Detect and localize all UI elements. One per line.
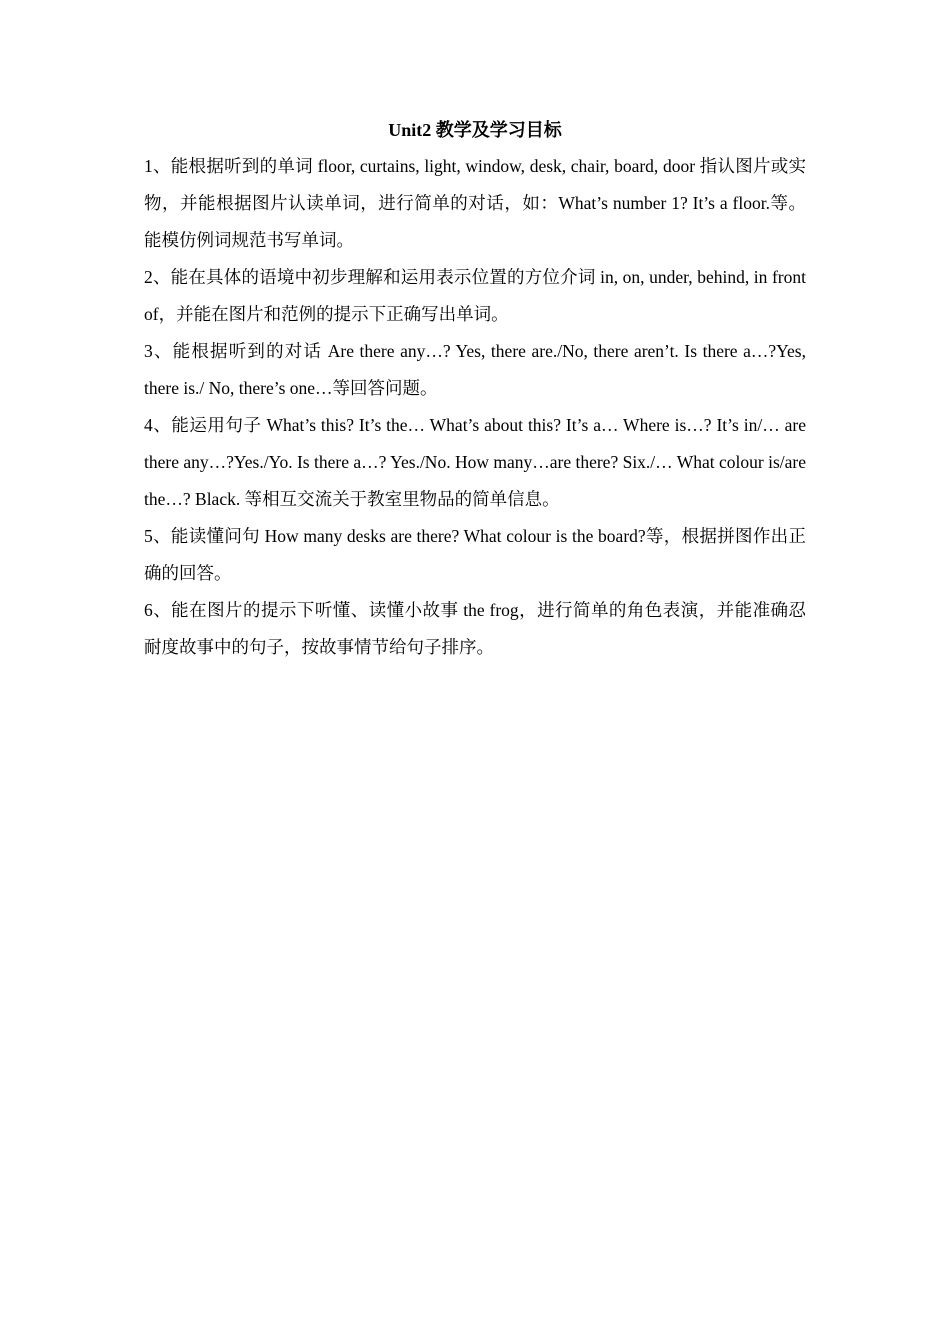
objective-paragraph-6: 6、能在图片的提示下听懂、读懂小故事 the frog，进行简单的角色表演，并能准确忍耐度故事中的句子，按故事情节给句子排序。 [144,600,806,657]
document-page [144,112,806,666]
objective-paragraph-4: 4、能运用句子 What’s this? It’s the… What’s about this? It’s a… Where is…? It’s in/… are there any…?Yes./Yo. Is there a…? Yes./No. How many…are there? Six./… What colour is/are the…? Black. 等相互交流关于教室里物品的简单信息。 [144,415,806,509]
objective-paragraph-5: 5、能读懂问句 How many desks are there? What colour is the board?等，根据拼图作出正确的回答。 [144,526,806,583]
objective-paragraph-1: 1、能根据听到的单词 floor, curtains, light, window, desk, chair, board, door 指认图片或实物，并能根据图片认读单词，进行简单的对话，如：What’s number 1? It’s a floor.等。能模仿例词规范书写单词。 [144,156,806,250]
objective-paragraph-3: 3、能根据听到的对话 Are there any…? Yes, there are./No, there aren’t. Is there a…?Yes, there is./ No, there’s one…等回答问题。 [144,341,806,398]
objective-paragraph-2: 2、能在具体的语境中初步理解和运用表示位置的方位介词 in, on, under, behind, in front of，并能在图片和范例的提示下正确写出单词。 [144,267,806,324]
document-title: Unit2 教学及学习目标 [388,120,562,140]
